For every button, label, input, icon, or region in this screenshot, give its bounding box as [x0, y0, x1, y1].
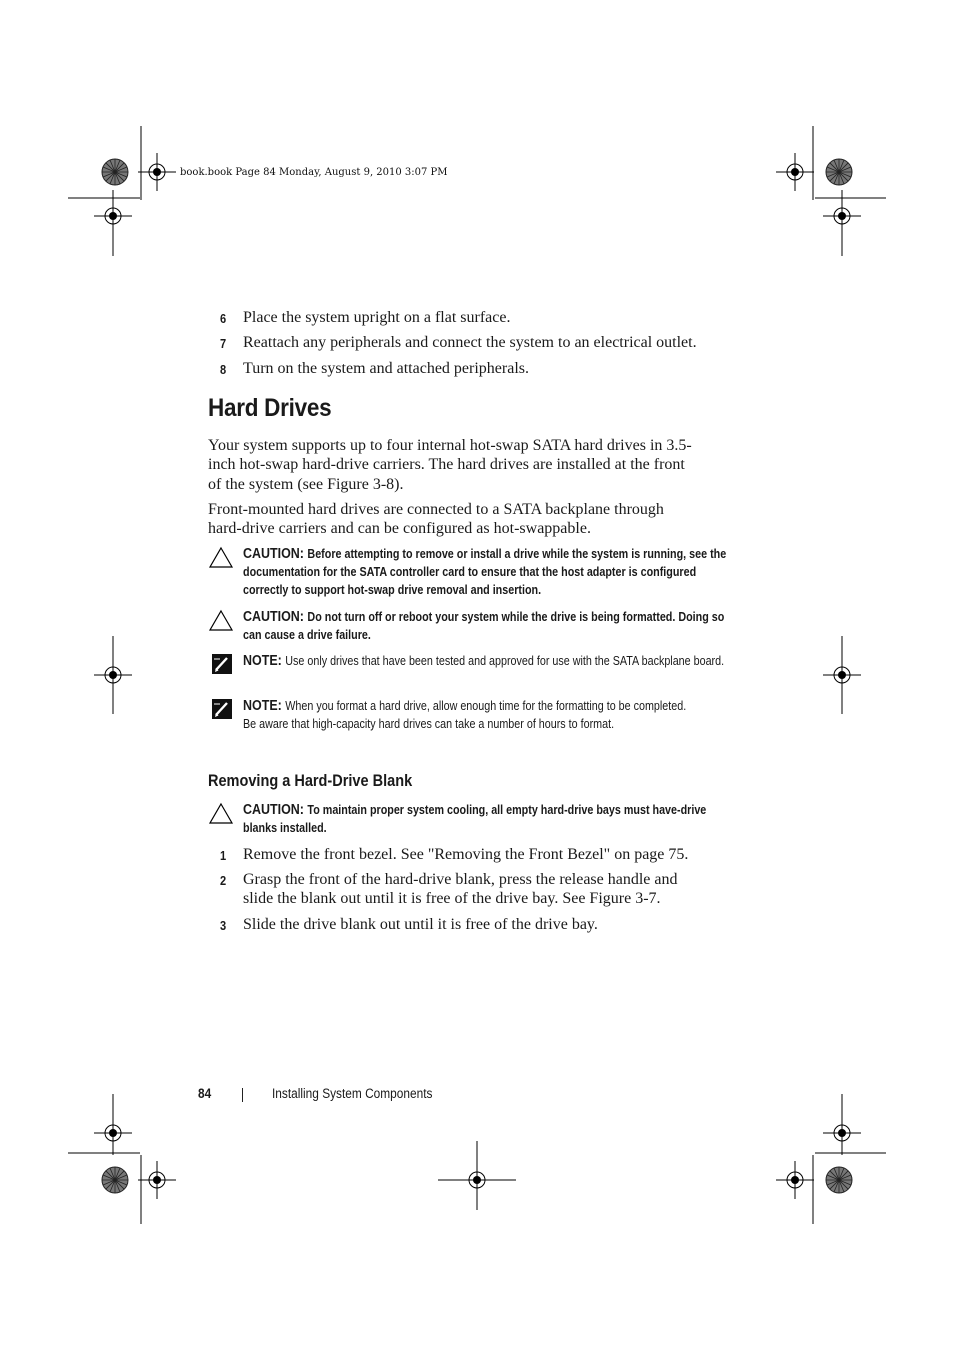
notice-body — [243, 653, 733, 671]
notice-text: Use only drives that have been tested and approved for use with the SATA backplane board. — [285, 654, 725, 668]
footer-section-title: Installing System Components — [272, 1086, 433, 1101]
starburst-mark-top-right — [826, 159, 852, 185]
note-pencil-icon — [208, 698, 234, 720]
registration-mark — [776, 1161, 814, 1199]
notice-text: When you format a hard drive, allow enough time for the formatting to be completed. Be aware that high-capacity hard drives can take a number of hours to format. — [243, 699, 687, 731]
notice-label: CAUTION: — [243, 609, 308, 625]
note-pencil-icon — [208, 653, 234, 675]
notice-text: To maintain proper system cooling, all empty hard-drive bays must have-drive blanks installed. — [243, 803, 707, 835]
starburst-mark-bottom-left — [102, 1167, 128, 1193]
step-text: Remove the front bezel. See "Removing the Front Bezel" on page 75. — [243, 846, 689, 863]
notice-text: Do not turn off or reboot your system while the drive is being formatted. Doing so can cause a drive failure. — [243, 610, 725, 642]
print-slug: book.book Page 84 Monday, August 9, 2010 3:07 PM — [180, 167, 448, 178]
registration-mark — [138, 153, 176, 191]
caution-triangle-icon — [208, 609, 234, 631]
registration-mark — [138, 1161, 176, 1199]
body-paragraph: Your system supports up to four internal hot-swap SATA hard drives in 3.5-inch hot-swap hard-drive carriers. The hard drives are installed at the front of the system (see Figure 3-8). — [208, 437, 692, 493]
section-heading: Hard Drives — [208, 394, 332, 422]
notice-label: NOTE: — [243, 653, 286, 669]
step-number: 2 — [220, 873, 227, 888]
notice-body — [243, 802, 707, 838]
starburst-mark-top-left — [102, 159, 128, 185]
step-text: Turn on the system and attached peripherals. — [243, 360, 530, 377]
notice-label: CAUTION: — [243, 802, 308, 818]
step-text: Grasp the front of the hard-drive blank, press the release handle and slide the blank out until it is free of the drive bay. See Figure 3-7. — [243, 871, 678, 908]
notice-body — [243, 698, 690, 734]
step-text: Place the system upright on a flat surface. — [243, 309, 511, 326]
step-text: Slide the drive blank out until it is free of the drive bay. — [243, 916, 598, 933]
caution-triangle-icon — [208, 546, 234, 568]
step-number: 1 — [220, 848, 227, 863]
body-paragraph: Front-mounted hard drives are connected to a SATA backplane through hard-drive carriers and can be configured as hot-swappable. — [208, 501, 664, 538]
page-number: 84 — [198, 1086, 212, 1101]
notice-label: NOTE: — [243, 698, 286, 714]
notice-body — [243, 609, 733, 645]
notice-text: Before attempting to remove or install a drive while the system is running, see the documentation for the SATA controller card to ensure that the host adapter is configured correctly to support hot-swap drive removal and insertion. — [243, 547, 727, 597]
caution-triangle-icon — [208, 802, 234, 824]
step-number: 6 — [220, 311, 227, 326]
registration-mark — [776, 153, 814, 191]
notice-body — [243, 546, 733, 599]
step-text: Reattach any peripherals and connect the system to an electrical outlet. — [243, 334, 697, 351]
footer-separator — [242, 1088, 243, 1102]
step-number: 8 — [220, 362, 227, 377]
step-number: 3 — [220, 918, 227, 933]
starburst-mark-bottom-right — [826, 1167, 852, 1193]
subsection-heading: Removing a Hard-Drive Blank — [208, 772, 413, 790]
step-number: 7 — [220, 336, 227, 351]
notice-label: CAUTION: — [243, 546, 308, 562]
